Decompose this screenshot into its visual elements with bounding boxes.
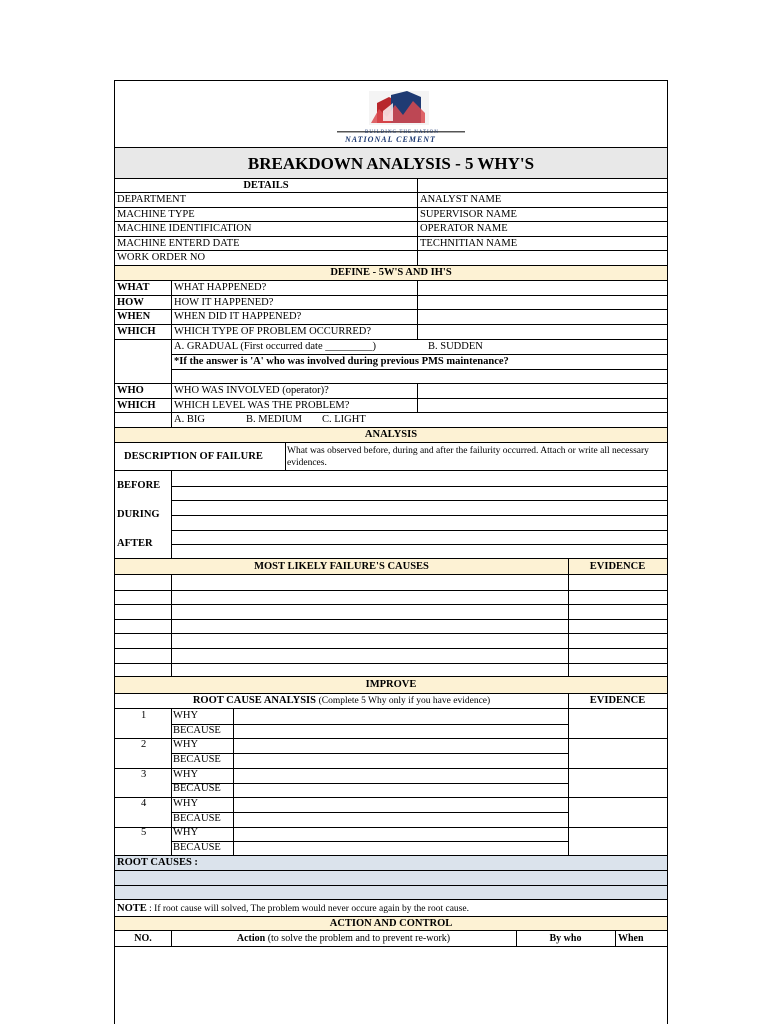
rca-header: ROOT CAUSE ANALYSIS (Complete 5 Why only if you have evidence) — [192, 695, 491, 706]
details-row — [115, 222, 667, 237]
level-medium: B. MEDIUM — [246, 414, 303, 426]
label-department: DEPARTMENT — [117, 194, 186, 205]
why-number-2: 2 — [141, 739, 147, 750]
action-columns-row — [115, 931, 667, 947]
label-operator-name: OPERATOR NAME — [420, 223, 508, 235]
logo-row — [115, 81, 667, 148]
description-help-text: What was observed before, during and after the failurity occurred. Attach or write all necessary evidences. — [287, 446, 649, 468]
define-row-when — [115, 310, 667, 325]
label-during: DURING — [117, 509, 160, 520]
before-during-after-block — [115, 471, 667, 559]
label-how: HOW — [117, 296, 144, 308]
question-which-type: WHICH TYPE OF PROBLEM OCCURRED? — [174, 326, 371, 338]
analysis-header: ANALYSIS — [364, 429, 418, 440]
label-supervisor-name: SUPERVISOR NAME — [420, 208, 517, 220]
description-row — [115, 443, 667, 471]
details-row — [115, 237, 667, 252]
form-title: BREAKDOWN ANALYSIS - 5 WHY'S — [247, 154, 535, 173]
rca-header-row — [115, 694, 667, 709]
details-row — [115, 208, 667, 223]
option-sudden: B. SUDDEN — [428, 340, 483, 352]
action-no-header: NO. — [134, 933, 152, 944]
causes-header: MOST LIKELY FAILURE'S CAUSES — [254, 561, 429, 572]
level-big: A. BIG — [174, 414, 205, 426]
question-which-level: WHICH LEVEL WAS THE PROBLEM? — [174, 399, 350, 411]
note-row — [115, 900, 667, 916]
breakdown-analysis-form — [114, 80, 668, 1024]
define-which-options — [115, 340, 667, 384]
label-technician-name: TECHNITIAN NAME — [420, 237, 518, 249]
improve-header-row — [115, 677, 667, 694]
root-causes-line — [115, 886, 667, 901]
root-causes-row — [115, 856, 667, 871]
label-why: WHY — [173, 798, 199, 809]
label-machine-type: MACHINE TYPE — [117, 208, 195, 220]
label-machine-identification: MACHINE IDENTIFICATION — [117, 223, 252, 235]
causes-grid — [115, 575, 667, 677]
label-after: AFTER — [117, 538, 153, 549]
rca-evidence-header: EVIDENCE — [589, 695, 646, 706]
why-number-5: 5 — [141, 827, 147, 838]
description-of-failure-label: DESCRIPTION OF FAILURE — [124, 451, 263, 462]
label-why: WHY — [173, 710, 199, 721]
why-number-4: 4 — [141, 798, 147, 809]
option-gradual: A. GRADUAL (First occurred date _________) — [174, 340, 376, 352]
label-work-order-no: WORK ORDER NO — [117, 252, 206, 264]
label-because: BECAUSE — [173, 813, 221, 824]
label-why: WHY — [173, 769, 199, 780]
label-analyst-name: ANALYST NAME — [420, 194, 502, 205]
label-because: BECAUSE — [173, 725, 221, 736]
label-which: WHICH — [117, 326, 156, 338]
label-why: WHY — [173, 739, 199, 750]
details-header-row — [115, 179, 667, 193]
action-by-who-header: By who — [549, 933, 582, 944]
causes-evidence-header: EVIDENCE — [589, 561, 646, 572]
define-row-which-level — [115, 399, 667, 414]
label-because: BECAUSE — [173, 783, 221, 794]
label-before: BEFORE — [117, 480, 161, 491]
logo-name: NATIONAL CEMENT — [345, 135, 436, 144]
label-which-level: WHICH — [117, 399, 156, 411]
define-row-levels — [115, 413, 667, 428]
causes-header-row — [115, 559, 667, 575]
label-because: BECAUSE — [173, 754, 221, 765]
analysis-header-row — [115, 428, 667, 443]
define-row-how — [115, 296, 667, 311]
action-when-header: When — [618, 933, 644, 944]
title-row — [115, 148, 667, 179]
level-light: C. LIGHT — [322, 414, 366, 426]
logo-tagline: BUILDING THE NATION — [365, 130, 439, 135]
label-machine-entered-date: MACHINE ENTERD DATE — [117, 237, 240, 249]
define-row-who — [115, 384, 667, 399]
define-row-what — [115, 281, 667, 296]
root-cause-note: NOTE : If root cause will solved, The problem would never occure again by the root cause. — [117, 903, 469, 914]
question-what: WHAT HAPPENED? — [174, 282, 267, 293]
label-what: WHAT — [117, 282, 150, 293]
pms-note: *If the answer is 'A' who was involved during previous PMS maintenance? — [174, 355, 509, 367]
define-row-which — [115, 325, 667, 340]
action-header-row — [115, 916, 667, 931]
why-because-grid — [115, 709, 667, 856]
why-number-3: 3 — [141, 769, 147, 780]
details-header: DETAILS — [243, 180, 289, 191]
question-how: HOW IT HAPPENED? — [174, 296, 274, 308]
define-header-row — [115, 266, 667, 281]
root-causes-label: ROOT CAUSES : — [117, 857, 198, 868]
define-header: DEFINE - 5W'S AND IH'S — [330, 267, 452, 278]
action-description-header: Action (to solve the problem and to prevent re-work) — [236, 933, 451, 944]
improve-header: IMPROVE — [365, 679, 417, 690]
why-number-1: 1 — [141, 710, 147, 721]
label-because: BECAUSE — [173, 842, 221, 853]
action-control-header: ACTION AND CONTROL — [329, 918, 453, 929]
details-row — [115, 193, 667, 208]
label-when: WHEN — [117, 311, 151, 323]
details-row — [115, 251, 667, 266]
label-why: WHY — [173, 827, 199, 838]
root-causes-line — [115, 871, 667, 886]
question-when: WHEN DID IT HAPPENED? — [174, 311, 302, 323]
label-who: WHO — [117, 385, 144, 396]
question-who: WHO WAS INVOLVED (operator)? — [174, 385, 329, 396]
